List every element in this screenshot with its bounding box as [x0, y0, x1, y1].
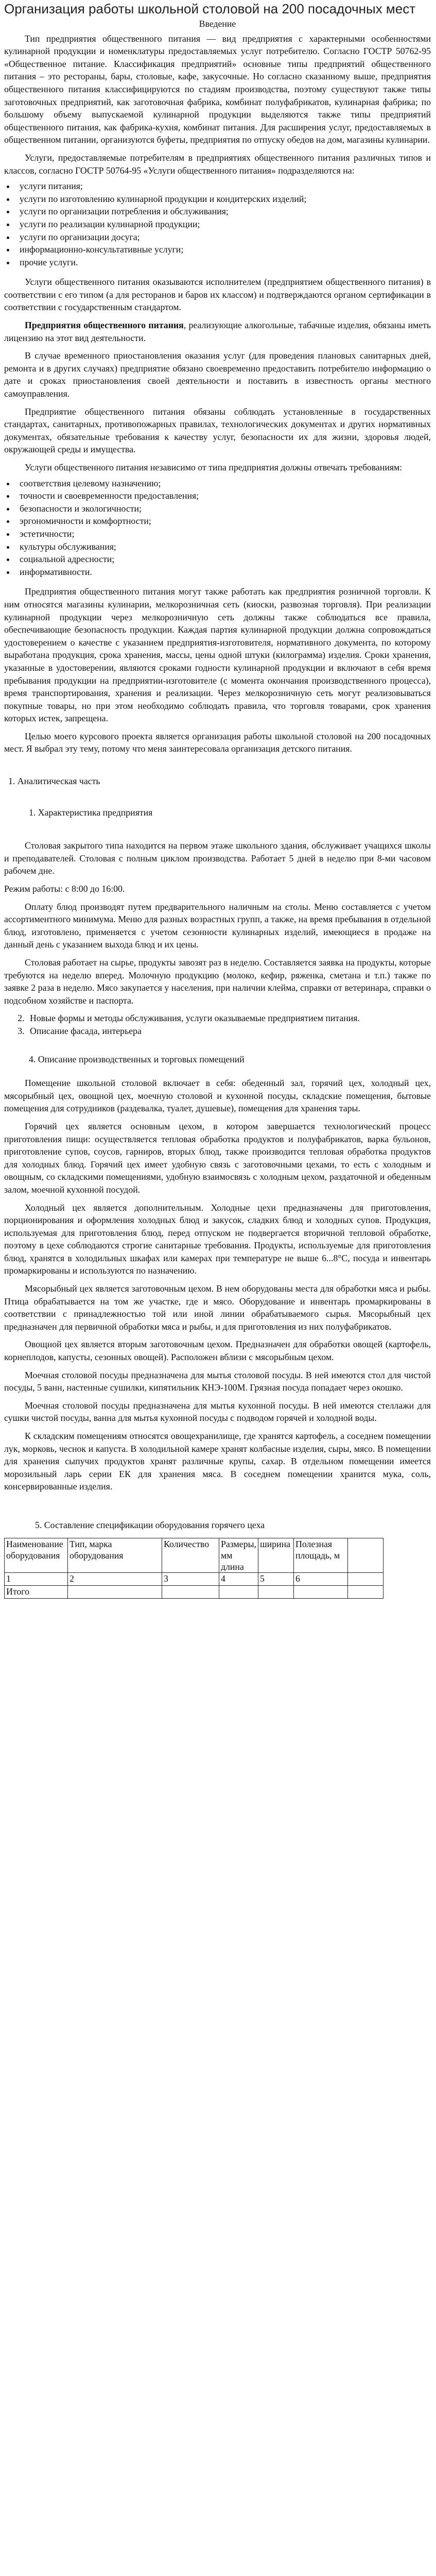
intro-paragraph: Предприятие общественного питания обязаны соблюдать установленные в государственных стандартах, санитарных, противопожарных правилах, технологических документах и других нормативных документах, обязательные требования к качеству услуг, безопасности их для жизни, здоровья людей, окружающей среды и имущества.	[4, 406, 431, 455]
section-heading: 1. Аналитическая часть	[8, 776, 100, 787]
document-body	[4, 18, 431, 1599]
list-item: • эстетичности;	[15, 528, 431, 540]
list-item: • эргономичности и комфортности;	[15, 515, 431, 528]
table-cell	[68, 1585, 162, 1598]
table-cell	[162, 1585, 219, 1598]
section4-paragraph: К складским помещениям относятся овощехранилище, где хранятся картофель, а соседнем помещении лук, морковь, чеснок и капуста. В холодильной камере хранят колбасные изделия, сыры, мясо. В помещении для хранения сыпучих продуктов хранят различные крупы, сахар. В отдельном помещении имеется морозильный ларь серии ЕК для хранения мяса. В соседнем помещении хранится мука, соль, консервированные изделия.	[4, 1431, 431, 1492]
table-header-cell	[347, 1538, 383, 1572]
part1-paragraph: Столовая работает на сырье, продукты завозят раз в неделю. Составляется заявка на продукты, которые требуются на неделю вперед. Молочную продукцию (молоко, кефир, ряженка, сметана и т.п.) также по заявке 2 раза в неделю. Мясо закупается у населения, при наличии клейма, справки от ветеринара, справки о подсобном хозяйстве и паспорта.	[4, 957, 431, 1006]
list-item: • точности и своевременности предоставления;	[15, 489, 431, 502]
part1-paragraph: Оплату блюд производят путем предварительного наличным на столы. Меню составляется с учетом ассортиментного минимума. Меню для разных возрастных групп, а также, на время пребывания в отдельной блюд, изготовлено, применяется с учетом сезонности кулинарных изделий, имеющиеся в продаже на данный день с указанием выхода блюд и их цены.	[4, 901, 431, 950]
page-title: Организация работы школьной столовой на 200 посадочных мест	[4, 1, 416, 16]
table-header-cell: Количество	[162, 1538, 219, 1572]
section-heading: 5. Составление спецификации оборудования горячего цеха	[35, 1519, 265, 1530]
section4-paragraph: Мясорыбный цех является заготовочным цехом. В нем оборудованы места для обработки мяса и рыбы. Птица обрабатывается на том же участке, где и мясо. Оборудование и инвентарь промаркированы в соответствии с принадлежностью той или иной линии обрабатываемого сырья. Мясорыбный цех предназначен для первичной обработки мяса и рыбы, и для приготовления из них полуфабрикатов.	[4, 1283, 431, 1332]
list-item: • культуры обслуживания;	[15, 540, 431, 553]
section-heading: 4. Описание производственных и торговых помещений	[29, 1054, 245, 1064]
table-header-row	[5, 1538, 383, 1572]
table-header-cell: Наименование оборудования	[5, 1538, 68, 1572]
table-cell	[258, 1585, 293, 1598]
list-item: • соответствия целевому назначению;	[15, 477, 431, 490]
table-cell: 2	[68, 1572, 162, 1585]
list-item: • социальной адресности;	[15, 553, 431, 566]
section4-paragraph: Холодный цех является дополнительным. Холодные цехи предназначены для приготовления, порционирования и оформления холодных блюд и закусок, сладких блюд и холодных супов. Продукция, используемая для приготовления блюд, перед отпуском не подвергается вторичной тепловой обработке, поэтому в цехе соблюдаются строгие санитарные требования. Продукты, используемые для приготовления блюд, хранятся в холодильных шкафах или камерах при температуре не выше 6...8°С, посуда и инвентарь промаркированы и используются по назначению.	[4, 1202, 431, 1276]
table-header-cell: Тип, марка оборудования	[68, 1538, 162, 1572]
intro-paragraph: В случае временного приостановления оказания услуг (для проведения плановых санитарных дней, ремонта и в других случаях) предприятие обязано своевременно предоставить потребителю информацию о дате и сроках приостановления своей деятельности и поставить в известность органы местного самоуправления.	[4, 350, 431, 399]
table-header-cell: Полезная площадь, м	[293, 1538, 347, 1572]
list-item: 3. Описание фасада, интерьера	[27, 1025, 431, 1038]
table-cell: 4	[219, 1572, 258, 1585]
list-item: 2. Новые формы и методы обслуживания, услуги оказываемые предприятием питания.	[27, 1012, 431, 1025]
list-item: • прочие услуги.	[15, 256, 431, 269]
part1-list	[4, 1012, 431, 1037]
table-cell: 3	[162, 1572, 219, 1585]
table-total-row	[5, 1585, 383, 1598]
work-hours: Режим работы: с 8:00 до 16:00.	[4, 884, 125, 894]
intro-paragraph: Предприятия общественного питания могут также работать как предприятия розничной торговли. К ним относятся магазины кулинарии, мелкорозничная сеть (киоски, развозная торговля). При реализации кулинарной продукции через мелкорозничную сеть должны также соблюдаться все правила, обеспечивающие безопасность продукции. Каждая партия кулинарной продукции должна сопровождаться удостоверением о качестве с указанием предприятия-изготовителя, нормативного документа, по которому выработана продукция, срока хранения, массы, цены одной штуки (килограмма) изделия. Сроки хранения, указанные в удостоверении, являются сроками годности кулинарной продукции и включают в себя время пребывания продукции на предприятии-изготовителе (с момента окончания производственного процесса), время транспортирования, хранения и реализации. Через мелкорозничную сеть могут реализовываться покупные товары, но при этом необходимо соблюдать правила, что торговля товарами, срок хранения которых истек, запрещена.	[4, 586, 431, 724]
list-item: • безопасности и экологичности;	[15, 502, 431, 515]
paragraph-text: , реализующие алкогольные, табачные изделия, обязаны иметь лицензию на этот вид деятельности.	[4, 320, 431, 343]
table-header-cell: Размеры, мм длина	[219, 1538, 258, 1572]
section4-paragraph: Овощной цех является вторым заготовочным цехом. Предназначен для обработки овощей (картофель, корнеплодов, капусты, сезонных овощей). Расположен вблизи с мясорыбным цехом.	[4, 1339, 431, 1363]
section4-paragraph: Моечная столовой посуды предназначена для мытья кухонной посуды. В ней имеются стеллажи для сушки чистой посуды, ванна для мытья кухонной посуды с подводом горячей и холодной воды.	[4, 1400, 431, 1423]
section4-paragraph: Горячий цех является основным цехом, в котором завершается технологический процесс приготовления пищи: осуществляется тепловая обработка продуктов и полуфабрикатов, варка бульонов, приготовление супов, соусов, гарниров, вторых блюд, также производится тепловая обработка продуктов для холодных блюд. Горячий цех имеет удобную связь с заготовочными цехами, то есть с холодным и овощным, со складскими помещениями, удобную взаимосвязь с холодным цехом, раздаточной и обеденным залом, моечной кухонной посудой.	[4, 1121, 431, 1195]
intro-paragraph	[4, 319, 431, 344]
requirements-list	[4, 477, 431, 579]
table-cell: 5	[258, 1572, 293, 1585]
table-cell	[347, 1572, 383, 1585]
part1-paragraph: Столовая закрытого типа находится на первом этаже школьного здания, обслуживает учащихся школы и преподавателей. Столовая с полным циклом производства. Работает 5 дней в неделю при 8-ми часовом рабочем дне.	[4, 840, 431, 876]
intro-paragraph: Услуги общественного питания оказываются исполнителем (предприятием общественного питания) в соответствии с его типом (а для ресторанов и баров их классом) и подтверждаются органом сертификации в соответствии с государственным стандартом.	[4, 277, 431, 313]
table-header-cell: ширина	[258, 1538, 293, 1572]
services-list	[4, 180, 431, 268]
table-cell: 1	[5, 1572, 68, 1585]
intro-paragraph: Тип предприятия общественного питания — вид предприятия с характерными особенностями кулинарной продукции и номенклатуры предоставляемых услуг потребителю. Согласно ГОСТР 50762-95 «Общественное питание. Классификация предприятий» основные типы предприятий общественного питания – это рестораны, бары, столовые, кафе, закусочные. Но согласно сказанному выше, предприятия общественного питания классифицируются по стадиям производства, поэтому существуют также типы заготовочных предприятий, как заготовочная фабрика, комбинат полуфабрикатов, кулинарная фабрика; по большому объему выпускаемой кулинарной продукции выделяются также типы предприятий общественного питания, как фабрика-кухня, комбинат питания. Для расширения услуг, предоставляемых в общественном питании, организуются буфеты, предприятия по отпуску обедов на дом, магазины кулинарии.	[4, 33, 431, 145]
list-item: • информационно-консультативные услуги;	[15, 243, 431, 256]
section4-paragraph: Моечная столовой посуды предназначена для мытья столовой посуды. В ней имеются стол для чистой посуды, 5 ванн, настенные сушилки, кипятильник КНЭ-100М. Грязная посуда попадает через окошко.	[4, 1369, 431, 1393]
table-cell	[347, 1585, 383, 1598]
list-item: • услуги по организации досуга;	[15, 231, 431, 244]
list-item: • услуги по организации потребления и обслуживания;	[15, 205, 431, 218]
list-item: • услуги питания;	[15, 180, 431, 193]
intro-paragraph: Целью моего курсового проекта является организация работы школьной столовой на 200 посадочных мест. Я выбрал эту тему, потому что меня заинтересовала организация детского питания.	[4, 731, 431, 754]
intro-heading: Введение	[199, 19, 236, 29]
table-cell	[219, 1585, 258, 1598]
intro-paragraph: Услуги, предоставляемые потребителям в предприятиях общественного питания различных типов и классов, согласно ГОСТР 50764-95 «Услуги общественного питания» подразделяются на:	[4, 152, 431, 176]
part-headings	[4, 775, 431, 819]
section-heading: 1. Характеристика предприятия	[29, 807, 153, 818]
equipment-table	[4, 1538, 383, 1599]
table-cell	[293, 1585, 347, 1598]
table-cell: 6	[293, 1572, 347, 1585]
table-row	[5, 1572, 383, 1585]
bold-term: Предприятия общественного питания	[25, 320, 184, 331]
list-item: • услуги по изготовлению кулинарной продукции и кондитерских изделий;	[15, 193, 431, 206]
section4-paragraph: Помещение школьной столовой включает в себя: обеденный зал, горячий цех, холодный цех, мясорыбный цех, овощной цех, моечную столовой и кухонной посуды, складские помещения, бытовые помещения для сотрудников (раздевалка, туалет, душевые), помещения для хранения тары.	[4, 1078, 431, 1114]
table-cell: Итого	[5, 1585, 68, 1598]
list-item: • услуги по реализации кулинарной продукции;	[15, 218, 431, 231]
list-item: • информативности.	[15, 566, 431, 579]
intro-paragraph: Услуги общественного питания независимо от типа предприятия должны отвечать требованиям:	[25, 462, 403, 472]
